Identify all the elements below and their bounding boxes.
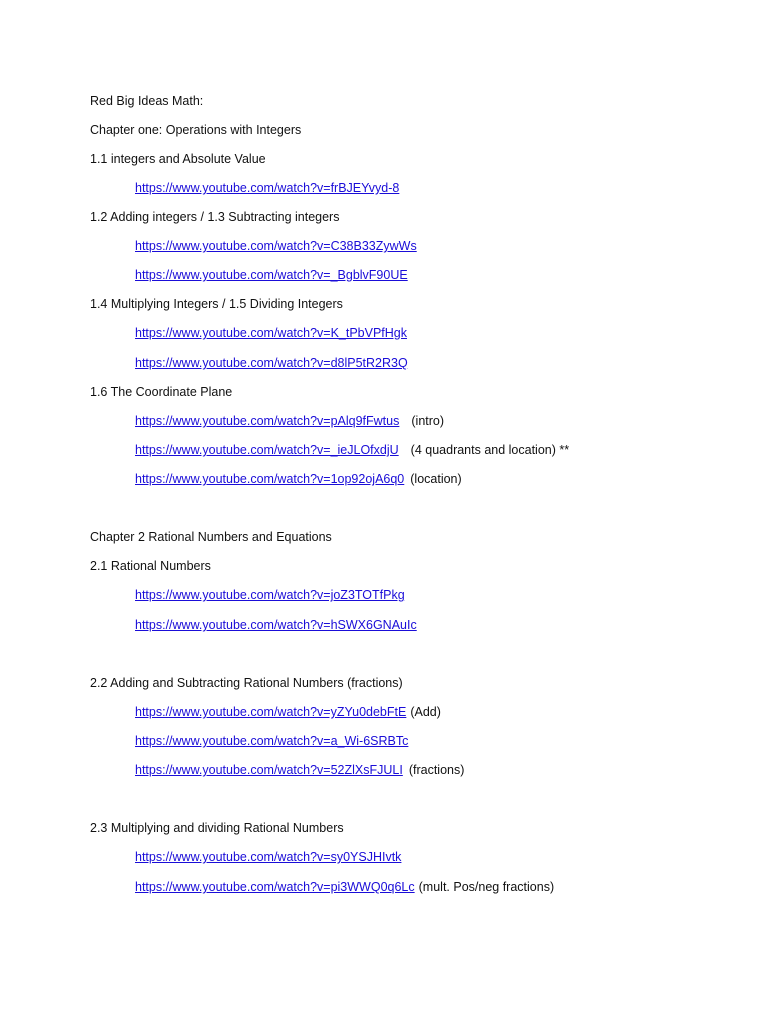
video-link-row bbox=[135, 325, 407, 341]
video-link-row bbox=[135, 879, 554, 895]
video-link-row bbox=[135, 267, 408, 283]
document-title: Red Big Ideas Math: bbox=[90, 94, 204, 108]
video-link[interactable]: https://www.youtube.com/watch?v=_BgblvF90UE bbox=[135, 268, 408, 282]
link-note: (Add) bbox=[410, 705, 441, 719]
link-note: (location) bbox=[410, 472, 462, 486]
chapter-1-heading: Chapter one: Operations with Integers bbox=[90, 123, 302, 137]
video-link[interactable]: https://www.youtube.com/watch?v=yZYu0debFtE bbox=[135, 705, 407, 719]
link-note: (4 quadrants and location) ** bbox=[410, 443, 570, 457]
video-link-row bbox=[135, 587, 405, 603]
video-link-row bbox=[135, 413, 444, 429]
video-link-row bbox=[135, 442, 569, 458]
video-link[interactable]: https://www.youtube.com/watch?v=_ieJLOfxdjU bbox=[135, 443, 399, 457]
video-link-row bbox=[135, 238, 417, 254]
video-link-row bbox=[135, 355, 408, 371]
section-1-1-heading: 1.1 integers and Absolute Value bbox=[90, 152, 266, 166]
video-link[interactable]: https://www.youtube.com/watch?v=pAlq9fFwtus bbox=[135, 414, 400, 428]
video-link[interactable]: https://www.youtube.com/watch?v=C38B33ZywWs bbox=[135, 239, 417, 253]
section-1-6-heading: 1.6 The Coordinate Plane bbox=[90, 385, 233, 399]
video-link[interactable]: https://www.youtube.com/watch?v=joZ3TOTfPkg bbox=[135, 588, 405, 602]
video-link[interactable]: https://www.youtube.com/watch?v=a_Wi-6SRBTc bbox=[135, 734, 409, 748]
video-link-row bbox=[135, 704, 441, 720]
link-note: (fractions) bbox=[408, 763, 465, 777]
link-note: (intro) bbox=[411, 414, 445, 428]
video-link-row bbox=[135, 733, 408, 749]
video-link[interactable]: https://www.youtube.com/watch?v=K_tPbVPfHgk bbox=[135, 326, 408, 340]
video-link[interactable]: https://www.youtube.com/watch?v=d8lP5tR2R3Q bbox=[135, 356, 408, 370]
video-link[interactable]: https://www.youtube.com/watch?v=52ZlXsFJULI bbox=[135, 763, 403, 777]
section-1-4-heading: 1.4 Multiplying Integers / 1.5 Dividing Integers bbox=[90, 297, 343, 311]
video-link[interactable]: https://www.youtube.com/watch?v=frBJEYvyd-8 bbox=[135, 181, 400, 195]
section-2-1-heading: 2.1 Rational Numbers bbox=[90, 559, 211, 573]
video-link-row bbox=[135, 471, 462, 487]
section-2-2-heading: 2.2 Adding and Subtracting Rational Numbers (fractions) bbox=[90, 676, 403, 690]
video-link[interactable]: https://www.youtube.com/watch?v=hSWX6GNAuIc bbox=[135, 618, 417, 632]
video-link-row bbox=[135, 617, 417, 633]
video-link[interactable]: https://www.youtube.com/watch?v=1op92ojA6q0 bbox=[135, 472, 405, 486]
video-link[interactable]: https://www.youtube.com/watch?v=pi3WWQ0q6Lc bbox=[135, 880, 415, 894]
video-link[interactable]: https://www.youtube.com/watch?v=sy0YSJHIvtk bbox=[135, 850, 402, 864]
section-1-2-heading: 1.2 Adding integers / 1.3 Subtracting integers bbox=[90, 210, 340, 224]
video-link-row bbox=[135, 762, 464, 778]
video-link-row bbox=[135, 849, 401, 865]
chapter-2-heading: Chapter 2 Rational Numbers and Equations bbox=[90, 530, 332, 544]
video-link-row bbox=[135, 180, 399, 196]
section-2-3-heading: 2.3 Multiplying and dividing Rational Numbers bbox=[90, 821, 344, 835]
link-note: (mult. Pos/neg fractions) bbox=[418, 880, 555, 894]
